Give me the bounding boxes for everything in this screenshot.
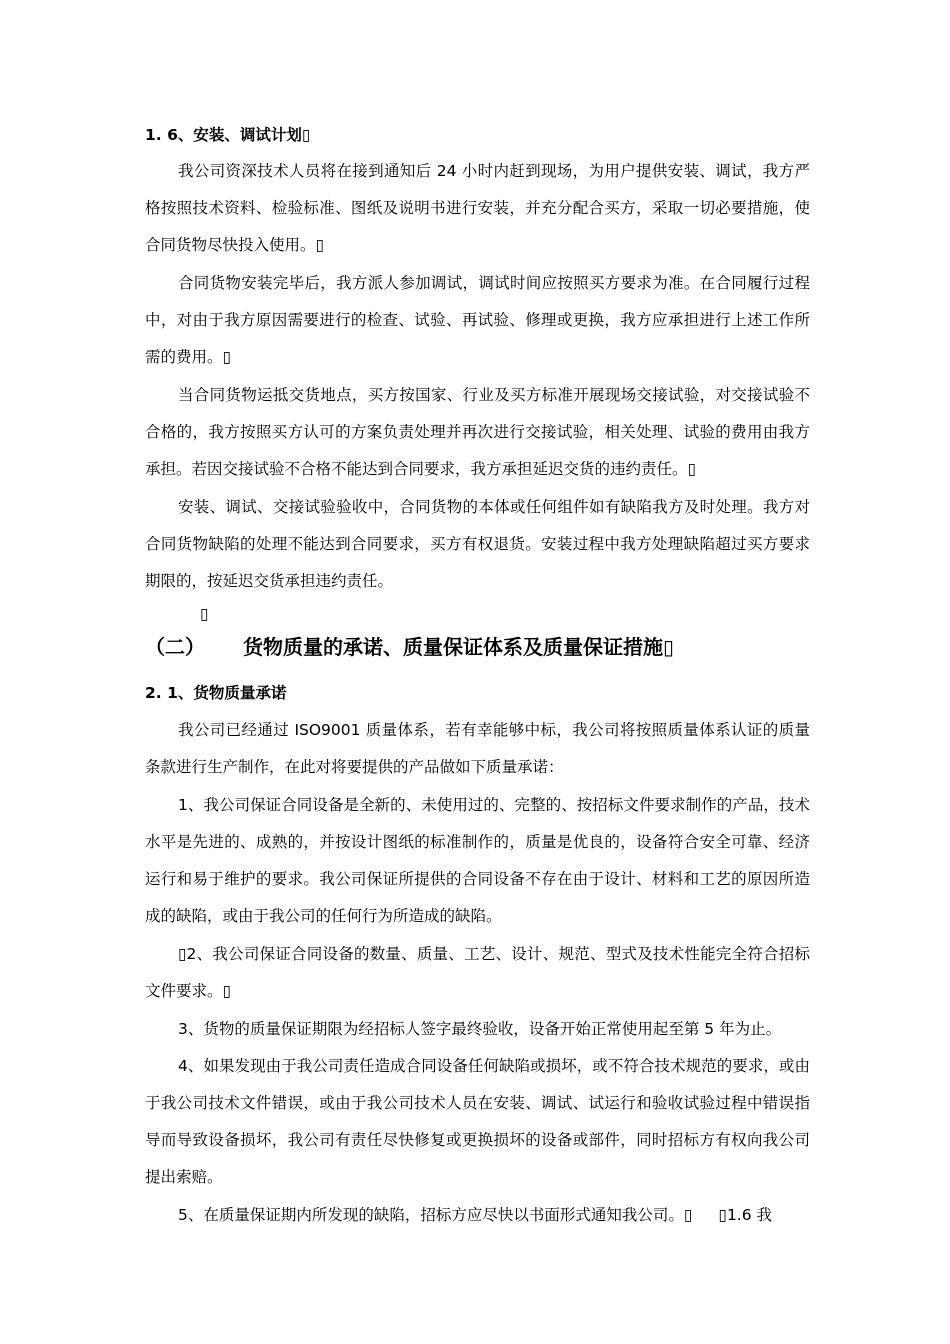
paragraph-install-2: 合同货物安装完毕后，我方派人参加调试，调试时间应按照买方要求为准。在合同履行过程中，对由于我方原因需要进行的检查、试验、再试验、修理或更换，我方应承担进行上述工作所需的费用。▯ bbox=[145, 274, 810, 366]
list-item-2: ▯2、我公司保证合同设备的数量、质量、工艺、设计、规范、型式及技术性能完全符合招标文件要求。▯ bbox=[145, 945, 810, 1000]
paragraph-install-1: 我公司资深技术人员将在接到通知后 24 小时内赶到现场，为用户提供安装、调试，我方严格按照技术资料、检验标准、图纸及说明书进行安装，并充分配合买方，采取一切必要措施，使合同货物尽快投入使用。▯ bbox=[145, 162, 810, 254]
empty-paragraph-mark: ▯ bbox=[200, 605, 209, 623]
section-heading-2-1: 2. 1、货物质量承诺 bbox=[145, 684, 287, 702]
paragraph-install-3: 当合同货物运抵交货地点，买方按国家、行业及买方标准开展现场交接试验，对交接试验不合格的，我方按照买方认可的方案负责处理并再次进行交接试验，相关处理、试验的费用由我方承担。若因交接试验不合格不能达到合同要求，我方承担延迟交货的违约责任。▯ bbox=[145, 386, 810, 478]
list-item-3: 3、货物的质量保证期限为经招标人签字最终验收，设备开始正常使用起至第 5 年为止。 bbox=[178, 1020, 782, 1038]
list-item-5: 5、在质量保证期内所发现的缺陷，招标方应尽快以书面形式通知我公司。▯ ▯1.6 我 bbox=[178, 1206, 773, 1224]
list-item-4: 4、如果发现由于我公司责任造成合同设备任何缺陷或损坏，或不符合技术规范的要求，或由于我公司技术文件错误，或由于我公司技术人员在安装、调试、试运行和验收试验过程中错误指导而导致设备损坏，我公司有责任尽快修复或更换损坏的设备或部件，同时招标方有权向我公司提出索赔。 bbox=[145, 1057, 810, 1186]
section-heading-2: （二） 货物质量的承诺、质量保证体系及质量保证措施▯ bbox=[145, 635, 675, 659]
section-heading-1-6: 1. 6、安装、调试计划▯ bbox=[145, 126, 311, 144]
paragraph-quality-intro: 我公司已经通过 ISO9001 质量体系，若有幸能够中标，我公司将按照质量体系认证的质量条款进行生产制作，在此对将要提供的产品做如下质量承诺： bbox=[145, 721, 810, 776]
paragraph-install-4: 安装、调试、交接试验验收中，合同货物的本体或任何组件如有缺陷我方及时处理。我方对合同货物缺陷的处理不能达到合同要求，买方有权退货。安装过程中我方处理缺陷超过买方要求期限的，按延迟交货承担违约责任。 bbox=[145, 498, 810, 590]
list-item-1: 1、我公司保证合同设备是全新的、未使用过的、完整的、按招标文件要求制作的产品，技术水平是先进的、成熟的，并按设计图纸的标准制作的，质量是优良的，设备符合安全可靠、经济运行和易于维护的要求。我公司保证所提供的合同设备不存在由于设计、材料和工艺的原因所造成的缺陷，或由于我公司的任何行为所造成的缺陷。 bbox=[145, 796, 810, 925]
